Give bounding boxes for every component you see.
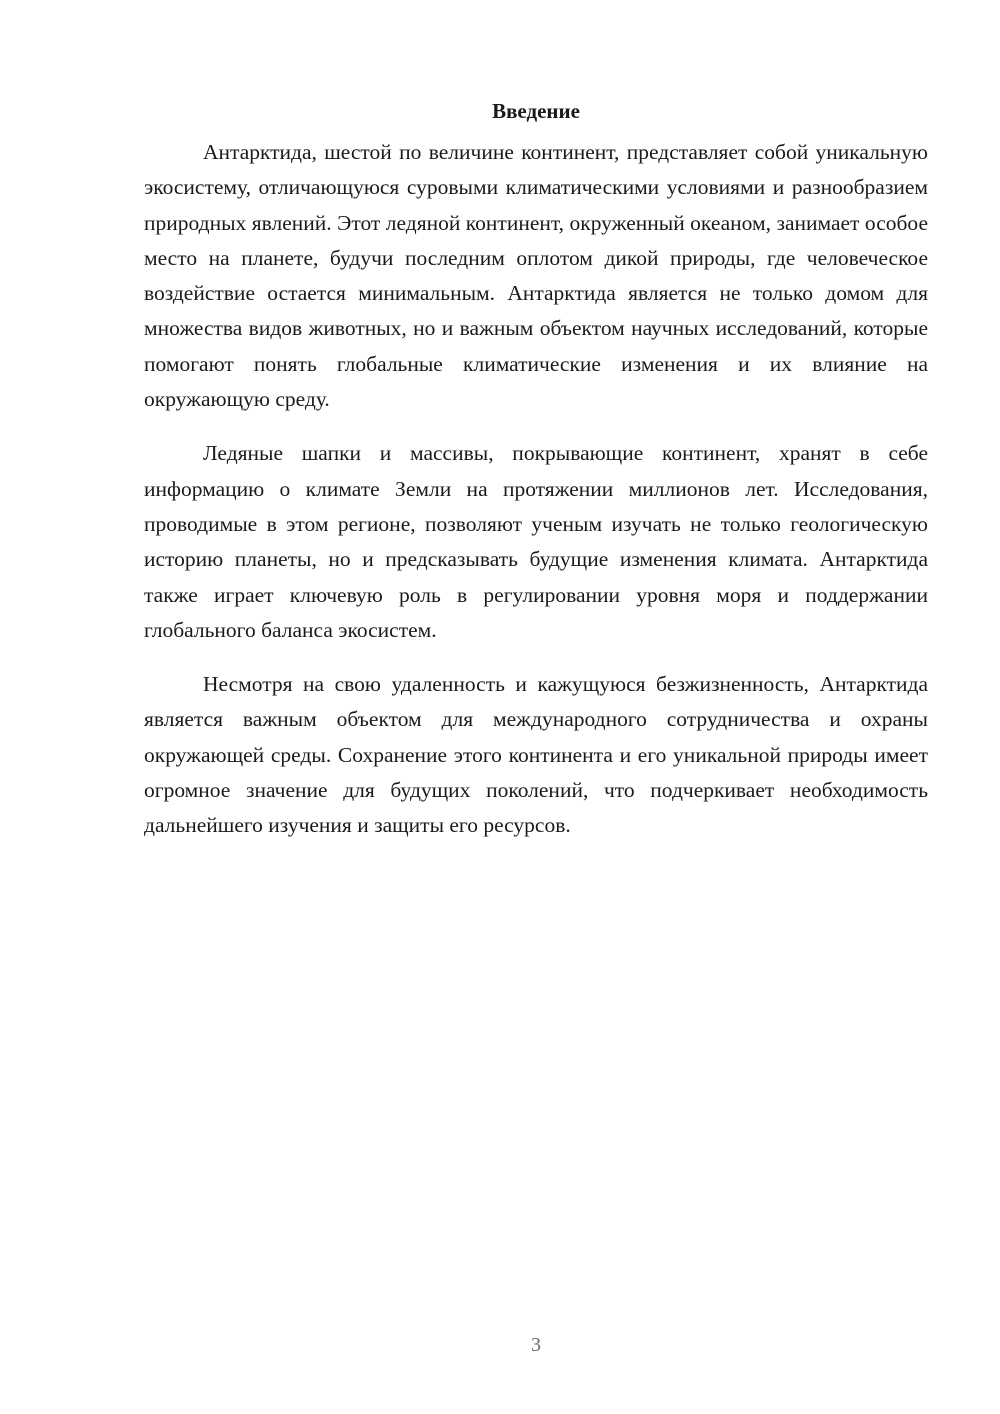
page-number: 3	[531, 1334, 541, 1356]
paragraph-1: Антарктида, шестой по величине континент, представляет собой уникальную экосистему, отличающуюся суровыми климатическими условиями и разнообразием природных явлений. Этот ледяной континент, окруженный океаном, занимает особое место на планете, будучи последним оплотом дикой природы, где человеческое воздействие остается минимальным. Антарктида является не только домом для множества видов животных, но и важным объектом научных исследований, которые помогают понять глобальные климатические изменения и их влияние на окружающую среду.	[144, 140, 928, 412]
paragraph-3: Несмотря на свою удаленность и кажущуюся безжизненность, Антарктида является важным объектом для международного сотрудничества и охраны окружающей среды. Сохранение этого континента и его уникальной природы имеет огромное значение для будущих поколений, что подчеркивает необходимость дальнейшего изучения и защиты его ресурсов.	[144, 672, 928, 838]
paragraph-2: Ледяные шапки и массивы, покрывающие континент, хранят в себе информацию о климате Земли на протяжении миллионов лет. Исследования, проводимые в этом регионе, позволяют ученым изучать не только геологическую историю планеты, но и предсказывать будущие изменения климата. Антарктида также играет ключевую роль в регулировании уровня моря и поддержании глобального баланса экосистем.	[144, 441, 928, 642]
page-content	[144, 96, 928, 863]
page-heading: Введение	[492, 99, 580, 123]
